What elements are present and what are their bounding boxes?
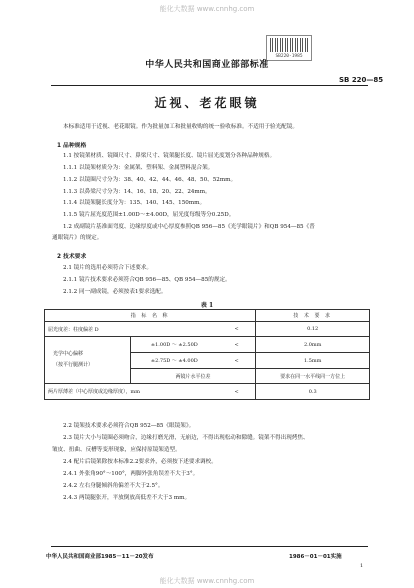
center-offset-value-1: 2.0mm [256, 337, 370, 353]
page-number: 1 [360, 563, 364, 569]
table-row [45, 337, 370, 353]
row-diopter-symbol: < [218, 322, 256, 337]
center-offset-symbol-1: < [218, 337, 256, 353]
table-row [45, 384, 370, 400]
section-1-line: 1.1.1 以镜架材质分为：金属架、塑料架、金属塑料混合架。 [63, 165, 214, 171]
section-2-line: 2.1.1 镜片技术要求必须符合QB 956—85、QB 954—85的规定。 [63, 277, 231, 283]
table-caption: 表 1 [200, 302, 214, 309]
horizontal-offset-name: 两镜片水平位差 [130, 369, 256, 384]
section-1-line: 1.2 成副镜片基准面弯度、边缘厚度或中心厚度参照QB 956—85《光学眼镜片》和QB 954—85《普 [63, 224, 315, 230]
table-header-row [45, 310, 370, 322]
row-diopter-name: 屈光度差：柱度偏差 D [45, 322, 218, 337]
center-offset-label: 光学中心偏移 [53, 351, 84, 357]
barcode-bars [270, 38, 308, 52]
issue-date: 中华人民共和国商业部1985－11－20发布 [46, 554, 154, 560]
thickness-diff-name: 两片厚薄差（中心厚度或边缘厚度），mm [45, 384, 218, 400]
section-1-heading: 1 品种规格 [57, 143, 87, 149]
section-2b-line: 2.4.3 两镜腿张开，平放倒放高低差不大于3 mm。 [63, 495, 191, 501]
center-offset-note: （按平行腿测计） [53, 362, 94, 368]
section-2b-line: 2.4.2 左右身腿倾斜角偏差不大于2.5°。 [63, 483, 164, 489]
effective-date: 1986－01－01实施 [289, 554, 342, 560]
section-2b-line: 2.3 镜片大小与镜圈必须吻合，边缘打磨光滑，无崩边，不得出现松动和隙缝。镜架不得出现烤焦、 [63, 435, 309, 441]
row-diopter-value: 0.12 [256, 322, 370, 337]
section-1-line: 1.1.4 以镜架腿长度分为：135、140、145、150mm。 [63, 200, 206, 206]
header-rule [51, 85, 368, 86]
section-1-line: 1.1.5 镜片屈光度范围±1.00D～±4.00D，屈光度每级等分0.25D。 [63, 212, 235, 218]
standard-code: SB 220—85 [339, 76, 384, 84]
header-requirement: 技 术 要 求 [256, 310, 370, 322]
center-offset-value-2: 1.5mm [256, 353, 370, 369]
section-1-line: 1.1.2 以镜圈尺寸分为：38、40、42、44、46、48、50、52mm。 [63, 177, 237, 183]
footer-rule [51, 546, 368, 547]
section-2-heading: 2 技术要求 [57, 254, 87, 260]
section-1-line: 1.1 按镜架材质、镜圈尺寸、鼻梁尺寸、镜架腿长度、镜片屈光度划分各种品种规格。 [63, 153, 276, 159]
intro-paragraph: 本标准适用于近视、老花眼镜。作为批量加工和批量收购的统一验收标准。不适用于验光配镜。 [63, 124, 298, 130]
thickness-diff-value: 0.3 [256, 384, 370, 400]
section-2-line: 2.1.2 同一副成镜，必须按表1要求选配。 [63, 289, 167, 295]
spec-table [44, 309, 370, 400]
table-row [45, 322, 370, 337]
section-1-line: 通眼镜片》的规定。 [52, 235, 103, 241]
org-title: 中华人民共和国商业部部标准 [145, 60, 269, 70]
row-center-offset-name [45, 337, 131, 384]
horizontal-offset-value: 要求在同一水平线同一方位上 [256, 369, 370, 384]
barcode-number: SB220-1985 [275, 54, 303, 59]
section-2b-line: 2.4.1 外张角90°～100°，两脚外张角误差不大于3°。 [63, 471, 199, 477]
watermark-bottom: 能化大数据 www.cnnhg.com [159, 577, 255, 585]
center-offset-symbol-2: < [218, 353, 256, 369]
section-2b-line: 皱皮、扭曲、反槽等变形现象，应保持原镜架造型。 [52, 447, 181, 453]
section-1-line: 1.1.3 以鼻梁尺寸分为：14、16、18、20、22、24mm。 [63, 189, 211, 195]
section-2-line: 2.1 镜片的选用必须符合下述要求。 [63, 265, 152, 271]
section-2b-line: 2.2 镜架技术要求必须符合QB 952—85《眼镜架》。 [63, 423, 195, 429]
section-2b-line: 2.4 配片后镜架除按本标准2.2要求外，必须按下述要求调校。 [63, 459, 217, 465]
center-offset-range-1: ±1.00D ～ ±2.50D [130, 337, 218, 353]
watermark-top: 能化大数据 www.cnnhg.com [159, 5, 255, 13]
header-indicator: 指 标 名 称 [45, 310, 256, 322]
thickness-diff-symbol: < [218, 384, 256, 400]
center-offset-range-2: ±2.75D ～ ±4.00D [130, 353, 218, 369]
document-title: 近视、老花眼镜 [154, 96, 260, 110]
